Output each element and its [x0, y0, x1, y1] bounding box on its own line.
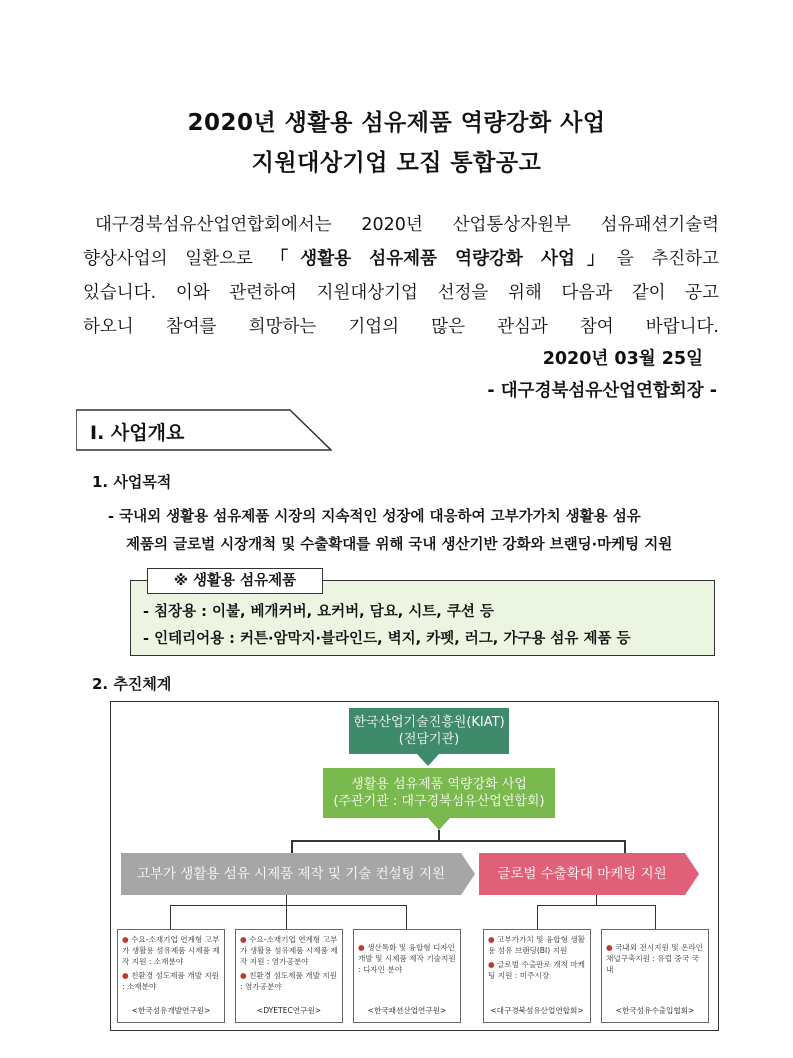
node-kiat [349, 708, 509, 754]
org-chart [110, 701, 719, 1031]
arrow-down-icon [417, 754, 439, 766]
section-heading-tab [76, 409, 332, 451]
leaf-item: ● 생산특화 및 융합형 디자인 개발 및 시제품 제작 기술지원 : 디자인 분야 [358, 943, 456, 974]
intro-line-2-post: 을 추진하고 [616, 249, 719, 269]
signature: - 대구경북섬유산업연합회장 - [487, 381, 717, 401]
node-kiat-role: (전담기관) [398, 732, 460, 747]
leaf-item: ● 수요-소재기업 연계형 고부가 생활용 섬유제품 시제품 제작 지원 : 염가공분야 [240, 935, 338, 966]
intro-line-4: 하오니 참여를 희망하는 기업의 많은 관심과 참여 바랍니다. [83, 317, 719, 337]
branch-prototype-label: 고부가 생활용 섬유 시제품 제작 및 기술 컨설팅 지원 [136, 865, 446, 882]
document-title-line1: 2020년 생활용 섬유제품 역량강화 사업 [187, 110, 606, 136]
intro-paragraph [83, 208, 719, 344]
leaf-item: ● 고부가가치 및 융합형 생활용 섬유 브랜딩(BI) 지원 [488, 935, 585, 955]
intro-line-1: 대구경북섬유산업연합회에서는 2020년 산업통상자원부 섬유패션기술력 [95, 215, 719, 235]
leaf-dyetec [235, 929, 343, 1023]
arrow-down-icon [428, 818, 450, 830]
leaf-org: <한국패션산업연구원> [367, 1006, 447, 1015]
chevron-right-icon [685, 853, 699, 895]
leaf-org: <DYETEC연구원> [256, 1006, 322, 1015]
leaf-item: ● 친환경 섬도제품 개발 지원 : 소재분야 [122, 971, 219, 991]
leaf-kotia [601, 929, 709, 1023]
branch-export-label: 글로벌 수출확대 마케팅 지원 [497, 865, 667, 882]
chevron-right-icon [461, 853, 475, 895]
leaf-dgtf [483, 929, 591, 1023]
products-line-2: - 인테리어용 : 커튼·암막지·블라인드, 벽지, 카펫, 러그, 가구용 섬유 제품 등 [143, 631, 631, 647]
leaf-fashion-institute [353, 929, 461, 1023]
leaf-item: ● 국내외 전시지원 및 온라인 채널구축지원 : 유럽 중국 국내 [606, 943, 703, 974]
project-name: 「생활용 섬유제품 역량강화 사업」 [270, 249, 617, 269]
section-heading: Ⅰ. 사업개요 [90, 422, 185, 444]
leaf-org: <한국섬유개발연구원> [131, 1006, 211, 1015]
intro-line-2-pre: 향상사업의 일환으로 [83, 249, 271, 269]
announcement-date: 2020년 03월 25일 [542, 349, 703, 369]
document-title-line2: 지원대상기업 모집 통합공고 [251, 150, 542, 176]
leaf-item: ● 수요-소재기업 연계형 고부가 생활용 섬유제품 시제품 제작 지원 : 소재분야 [122, 935, 220, 966]
leaf-kotiti [117, 929, 225, 1023]
structure-heading: 2. 추진체계 [92, 675, 172, 693]
leaf-org: <대구경북섬유산업연합회> [490, 1006, 584, 1015]
node-program-name: 생활용 섬유제품 역량강화 사업 [351, 777, 527, 792]
products-line-1: - 침장용 : 이불, 베개커버, 요커버, 담요, 시트, 쿠션 등 [143, 604, 494, 620]
leaf-item: ● 친환경 섬도제품 개발 지원 : 염가공분야 [240, 971, 337, 991]
products-box-tag: ※ 생활용 섬유제품 [147, 568, 323, 594]
node-kiat-name: 한국산업기술진흥원(KIAT) [353, 715, 505, 730]
intro-line-2 [83, 242, 719, 276]
intro-line-3: 있습니다. 이와 관련하여 지원대상기업 선정을 위해 다음과 같이 공고 [83, 283, 719, 303]
purpose-heading: 1. 사업목적 [92, 473, 172, 491]
branch-export-marketing [479, 853, 685, 895]
node-program [323, 768, 555, 818]
purpose-line-1: - 국내외 생활용 섬유제품 시장의 지속적인 성장에 대응하여 고부가가치 생활용 섬유 [108, 509, 641, 525]
node-program-host: (주관기관 : 대구경북섬유산업연합회) [333, 794, 545, 809]
leaf-item: ● 글로벌 수출판로 개척 마케팅 지원 : 미주시장 [488, 960, 585, 980]
branch-prototype-support [121, 853, 461, 895]
leaf-org: <한국섬유수출입협회> [615, 1006, 695, 1015]
purpose-line-2: 제품의 글로벌 시장개척 및 수출확대를 위해 국내 생산기반 강화와 브랜딩·마케팅 지원 [126, 537, 673, 553]
